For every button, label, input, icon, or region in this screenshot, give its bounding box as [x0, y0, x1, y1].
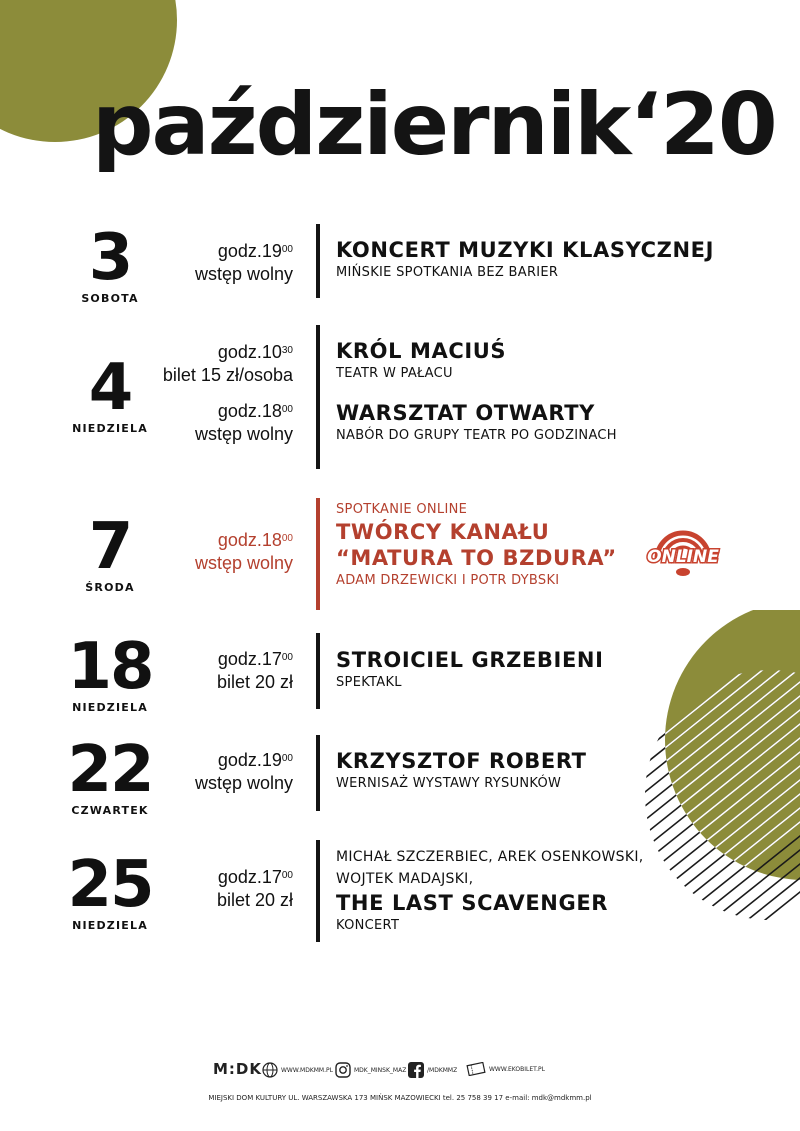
event-title: STROICIEL GRZEBIENI: [336, 648, 604, 672]
ticket-info: bilet 20 zł: [216, 890, 293, 910]
mdk-logo: M:DK: [213, 1060, 262, 1078]
footer-website[interactable]: [262, 1062, 333, 1078]
footer-instagram[interactable]: [335, 1062, 406, 1078]
footer-facebook[interactable]: [408, 1062, 457, 1078]
day-name: NIEDZIELA: [72, 422, 148, 435]
instagram-icon: [335, 1062, 351, 1078]
time: $godz.17^{00}$: [217, 649, 293, 669]
ticket-info: wstęp wolny: [194, 773, 293, 793]
time: $godz.10^{30}$: [217, 342, 293, 362]
day-name: ŚRODA: [85, 581, 135, 594]
event-date: [40, 630, 180, 714]
event-subtitle: NABÓR DO GRUPY TEATR PO GODZINACH: [336, 428, 617, 443]
event-details: [336, 237, 714, 282]
facebook-handle[interactable]: /MDKMMZ: [427, 1066, 458, 1074]
day-name: NIEDZIELA: [72, 919, 148, 932]
time-and-ticket: [195, 400, 293, 446]
day-number: 7: [88, 510, 132, 584]
event-title: THE LAST SCAVENGER: [336, 891, 609, 915]
event-pretitle: SPOTKANIE ONLINE: [336, 502, 468, 517]
day-number: 4: [88, 351, 132, 425]
time: $godz.18^{00}$: [217, 530, 293, 550]
online-badge-icon: [645, 525, 725, 585]
day-name: CZWARTEK: [71, 804, 149, 817]
footer-tickets[interactable]: [466, 1062, 545, 1076]
event-title: KONCERT MUZYKI KLASYCZNEJ: [336, 238, 715, 262]
event-subtitle: MIŃSKIE SPOTKANIA BEZ BARIER: [336, 265, 559, 280]
day-name: SOBOTA: [81, 292, 139, 305]
ticket-info: wstęp wolny: [194, 424, 293, 444]
ticket-info: wstęp wolny: [194, 264, 293, 284]
footer-logo: [213, 1060, 262, 1078]
event-title: WARSZTAT OTWARTY: [336, 401, 595, 425]
ticket-icon: [466, 1062, 486, 1076]
event-details: [336, 647, 603, 692]
event-subtitle: SPEKTAKL: [336, 675, 402, 690]
time: $godz.19^{00}$: [217, 241, 293, 261]
ticket-info: bilet 15 zł/osoba: [162, 365, 293, 385]
event-date: [40, 510, 180, 594]
svg-text:ONLINE: ONLINE: [647, 547, 719, 567]
time-and-ticket: [195, 749, 293, 795]
event-title-line-1: TWÓRCY KANAŁU: [336, 520, 550, 544]
event-details: [336, 748, 587, 793]
time-and-ticket: [195, 529, 293, 575]
event-date: [40, 848, 180, 932]
divider-bar: [316, 325, 320, 469]
event-title: KRÓL MACIUŚ: [336, 339, 507, 363]
event-subtitle: TEATR W PAŁACU: [336, 366, 453, 381]
divider-bar: [316, 735, 320, 811]
event-date: [40, 351, 180, 435]
time-and-ticket: [163, 341, 293, 387]
event-details: [336, 500, 617, 590]
divider-bar: [316, 224, 320, 298]
event-title-line-2: “MATURA TO BZDURA”: [336, 546, 617, 570]
time: $godz.18^{00}$: [217, 401, 293, 421]
online-badge: [645, 525, 725, 590]
day-number: 3: [88, 221, 132, 295]
event-details: [336, 400, 617, 445]
website-link[interactable]: WWW.MDKMM.PL: [281, 1066, 333, 1074]
event-date: [40, 733, 180, 817]
day-number: 25: [67, 848, 153, 922]
time-and-ticket: [217, 648, 293, 694]
ticket-info: wstęp wolny: [194, 553, 293, 573]
instagram-handle[interactable]: MDK_MINSK_MAZ: [354, 1066, 407, 1074]
time: $godz.19^{00}$: [217, 750, 293, 770]
facebook-icon: [408, 1062, 424, 1078]
time: $godz.17^{00}$: [217, 867, 293, 887]
divider-bar: [316, 498, 320, 610]
day-name: NIEDZIELA: [72, 701, 148, 714]
performers-line-2: WOJTEK MADAJSKI,: [336, 871, 474, 887]
event-details: [336, 846, 644, 935]
time-and-ticket: [217, 866, 293, 912]
time-and-ticket: [195, 240, 293, 286]
performers-line-1: MICHAŁ SZCZERBIEC, AREK OSENKOWSKI,: [336, 849, 644, 865]
footer-address: MIEJSKI DOM KULTURY UL. WARSZAWSKA 173 MIŃSK MAZOWIECKI tel. 25 758 39 17 e-mail: mdk@mdkmm.pl: [208, 1094, 592, 1102]
event-details: [336, 338, 506, 383]
event-subtitle: WERNISAŻ WYSTAWY RYSUNKÓW: [336, 776, 562, 791]
day-number: 18: [67, 630, 153, 704]
event-subtitle: ADAM DRZEWICKI I POTR DYBSKI: [336, 573, 560, 588]
event-title: KRZYSZTOF ROBERT: [336, 749, 587, 773]
divider-bar: [316, 633, 320, 709]
page-title: październik‘20: [92, 75, 776, 175]
tickets-link[interactable]: WWW.EKOBILET.PL: [489, 1065, 545, 1073]
event-date: [40, 221, 180, 305]
day-number: 22: [67, 733, 153, 807]
event-subtitle: KONCERT: [336, 918, 400, 933]
divider-bar: [316, 840, 320, 942]
ticket-info: bilet 20 zł: [216, 672, 293, 692]
globe-icon: [262, 1062, 278, 1078]
